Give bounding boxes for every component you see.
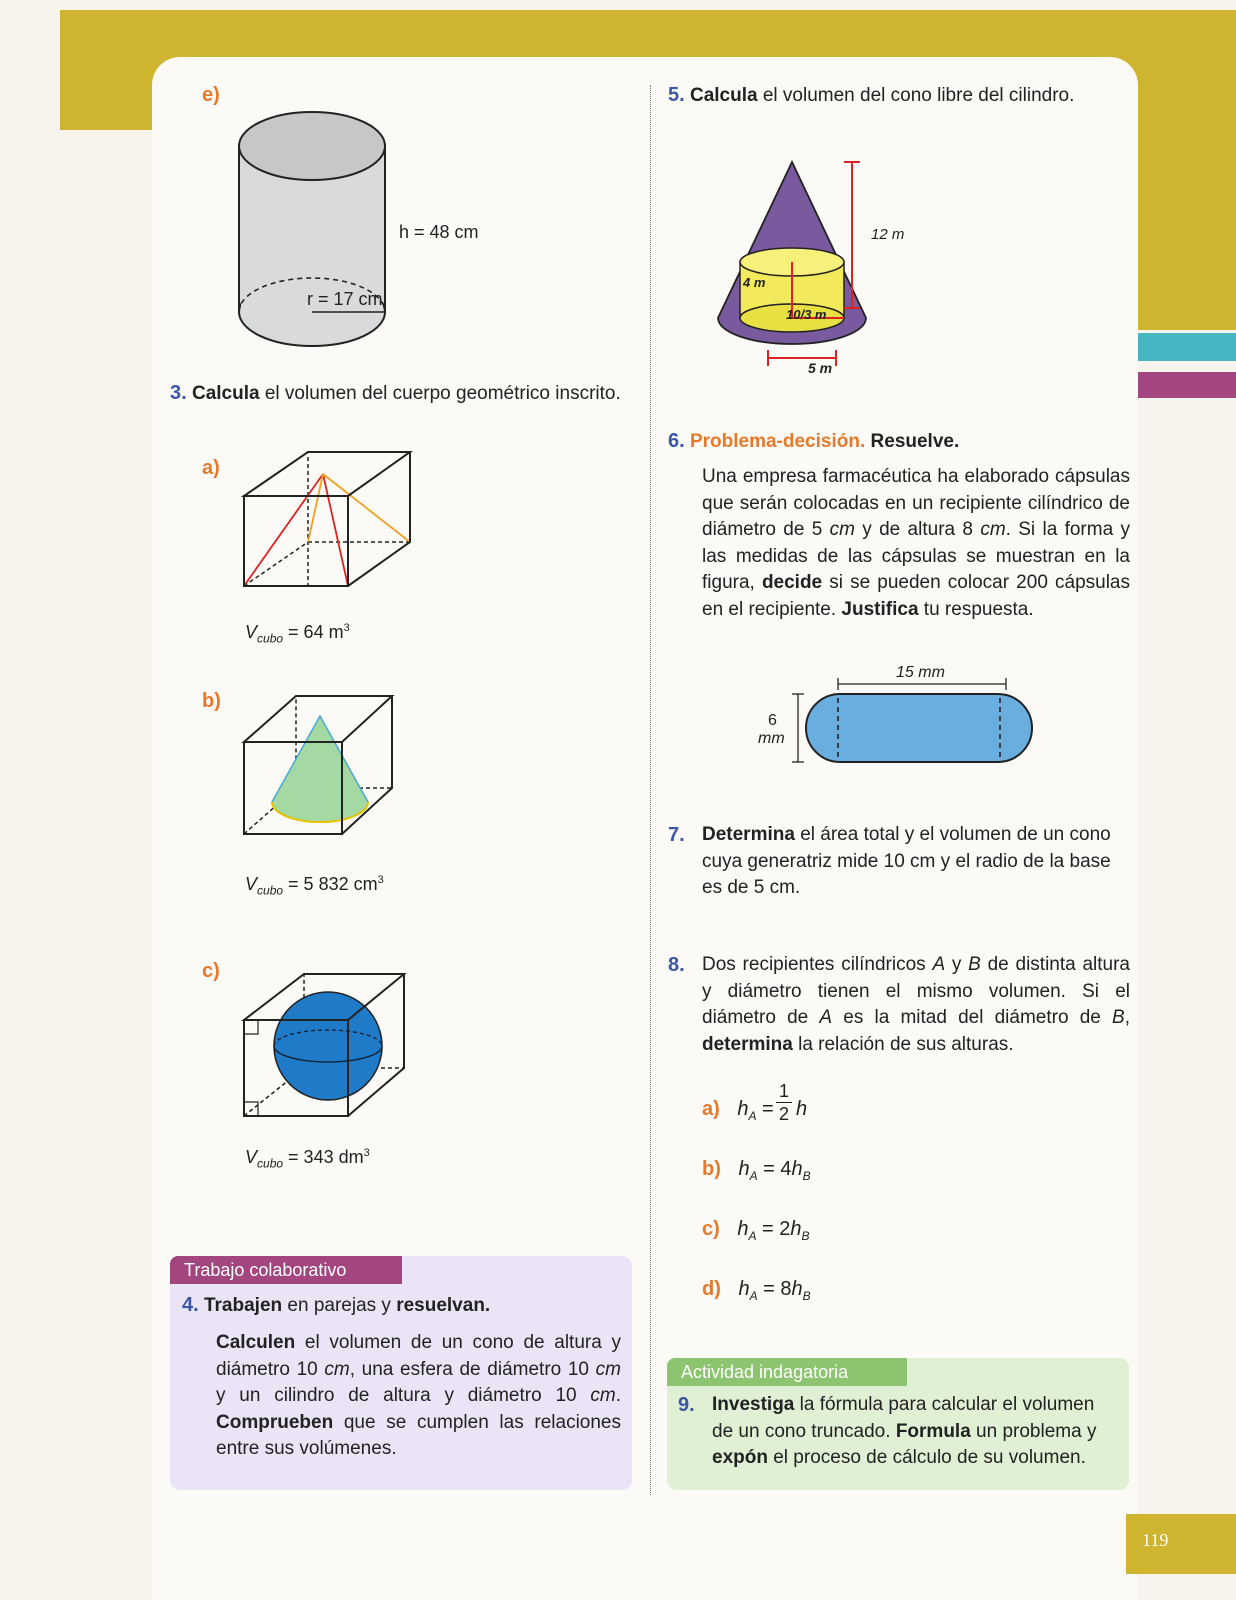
q8-verb: determina xyxy=(702,1033,793,1055)
option-c-rsub: B xyxy=(801,1229,810,1243)
q8-text: la relación de sus alturas. xyxy=(792,1033,1014,1055)
q8-text: y xyxy=(945,954,969,975)
q6-text: Una empresa farmacéutica ha elaborado cápsulas que serán colocadas en un recipiente cilíndrico de diámetro de 5 xyxy=(702,466,1130,540)
q8-text: Dos recipientes cilíndricos xyxy=(702,954,933,975)
question-7-verb: Determina xyxy=(702,824,795,845)
option-b-eq: = 4 xyxy=(757,1158,792,1180)
q8-var: A xyxy=(932,954,946,975)
q4-text: el volumen de un cono de altura y diámetro 10 xyxy=(216,1332,621,1380)
option-c-label: c) xyxy=(702,1218,720,1240)
capsule-length-label: 15 mm xyxy=(896,664,945,681)
cone-height-label: 12 m xyxy=(871,226,905,243)
item-e-label: e) xyxy=(202,84,220,106)
cube-cone-figure xyxy=(238,690,403,850)
question-8-body xyxy=(702,952,1130,1058)
volume-symbol: V xyxy=(245,622,258,642)
volume-subscript: cubo xyxy=(257,631,284,646)
option-d-rhs: h xyxy=(791,1278,803,1300)
q8-text: es la mitad del diámetro de xyxy=(832,1007,1113,1028)
option-a xyxy=(702,1098,774,1123)
question-4-text-1: en parejas y xyxy=(282,1295,397,1316)
volume-symbol: V xyxy=(245,1147,258,1167)
option-a-sub: A xyxy=(748,1109,757,1123)
question-3-number: 3. xyxy=(170,382,187,404)
option-d-eq: = 8 xyxy=(757,1278,792,1300)
magenta-side-tab xyxy=(1138,372,1236,398)
question-9-body xyxy=(712,1392,1120,1472)
option-d xyxy=(702,1278,811,1303)
volume-symbol: V xyxy=(245,874,258,894)
item-a-label: a) xyxy=(202,457,220,479)
q6-text: y de altura 8 xyxy=(854,519,981,540)
option-a-label: a) xyxy=(702,1098,720,1120)
question-4-verb-2: resuelvan. xyxy=(396,1295,491,1316)
cube-a-volume xyxy=(245,622,350,646)
q6-text: . Si la forma y las medidas de las cápsulas se muestran en la figura, xyxy=(702,519,1130,593)
q4-verb-calculen: Calculen xyxy=(216,1332,296,1353)
volume-value: = 64 m xyxy=(283,622,344,642)
question-5-number: 5. xyxy=(668,84,685,106)
question-5-text: el volumen del cono libre del cilindro. xyxy=(757,85,1075,106)
question-4-number: 4. xyxy=(182,1294,199,1316)
option-c-rhs: h xyxy=(790,1218,802,1240)
item-c-label: c) xyxy=(202,960,220,982)
q4-unit: cm xyxy=(324,1358,350,1380)
capsule-diameter-value: 6 xyxy=(768,712,777,729)
collaborative-tag: Trabajo colaborativo xyxy=(170,1256,402,1284)
option-b-rsub: B xyxy=(802,1169,811,1183)
capsule-diameter-unit: mm xyxy=(758,730,785,747)
option-a-lhs: h xyxy=(737,1098,749,1120)
cube-pyramid-figure xyxy=(238,446,418,606)
option-a-fraction xyxy=(776,1080,792,1125)
volume-exponent: 3 xyxy=(377,874,384,886)
option-d-label: d) xyxy=(702,1278,721,1300)
option-c-eq: = 2 xyxy=(756,1218,791,1240)
q4-unit: cm xyxy=(590,1385,616,1406)
question-6-verb: Resuelve. xyxy=(865,431,960,452)
question-4-body xyxy=(216,1330,621,1463)
q8-var: A xyxy=(819,1007,833,1028)
option-c xyxy=(702,1218,810,1243)
q8-text: de distinta altura y diámetro tienen el mismo volumen. Si el diámetro de xyxy=(702,954,1130,1028)
teal-side-tab xyxy=(1138,333,1236,361)
question-4-verb-1: Trabajen xyxy=(203,1295,283,1316)
volume-subscript: cubo xyxy=(257,883,284,898)
q9-verb-formula: Formula xyxy=(895,1420,971,1442)
volume-subscript: cubo xyxy=(257,1156,284,1171)
question-7-text: el área total y el volumen de un cono cuya generatriz mide 10 cm y el radio de la base es de 5 cm. xyxy=(702,824,1111,898)
option-c-sub: A xyxy=(748,1229,757,1243)
q6-verb-decide: decide xyxy=(761,572,823,593)
option-b-sub: A xyxy=(749,1169,758,1183)
q9-text: el proceso de cálculo de su volumen. xyxy=(767,1447,1086,1468)
question-5-verb: Calcula xyxy=(689,85,758,106)
inquiry-tag: Actividad indagatoria xyxy=(667,1358,907,1386)
volume-value: = 5 832 cm xyxy=(283,874,378,894)
item-b-label: b) xyxy=(202,690,221,712)
q8-var: B xyxy=(1112,1007,1125,1028)
question-9-number-wrap xyxy=(678,1392,695,1420)
option-d-rsub: B xyxy=(802,1289,811,1303)
option-d-lhs: h xyxy=(738,1278,750,1300)
q9-text: la fórmula para calcular el volumen de un cono truncado. xyxy=(712,1394,1095,1442)
question-7-number-wrap xyxy=(668,822,685,850)
question-7-body xyxy=(702,822,1130,902)
option-c-lhs: h xyxy=(737,1218,749,1240)
q9-text: un problema y xyxy=(970,1420,1097,1442)
q9-verb-investiga: Investiga xyxy=(712,1394,795,1415)
question-3-text: el volumen del cuerpo geométrico inscrito. xyxy=(259,383,621,404)
fraction-numerator: 1 xyxy=(778,1081,789,1101)
capsule-figure xyxy=(790,672,1045,772)
q9-verb-expon: expón xyxy=(712,1447,768,1468)
option-b-lhs: h xyxy=(738,1158,750,1180)
question-6-body xyxy=(702,464,1130,623)
cylinder-figure xyxy=(230,108,400,348)
cone-cylinder-figure xyxy=(710,158,890,378)
q6-unit: cm xyxy=(829,519,855,540)
volume-value: = 343 dm xyxy=(283,1147,364,1167)
q8-text: , xyxy=(1124,1007,1130,1028)
page-number: 119 xyxy=(1142,1530,1169,1550)
volume-exponent: 3 xyxy=(343,622,350,634)
cube-b-volume xyxy=(245,874,384,898)
cube-c-volume xyxy=(245,1147,370,1171)
cylinder-height-label: h = 48 cm xyxy=(399,222,479,242)
column-divider xyxy=(650,85,651,1495)
question-3 xyxy=(170,380,621,408)
q4-text: , una esfera de diámetro 10 xyxy=(349,1358,596,1380)
option-b-label: b) xyxy=(702,1158,721,1180)
question-3-verb: Calcula xyxy=(191,383,260,404)
fraction-denominator: 2 xyxy=(776,1102,792,1125)
option-a-eq: = xyxy=(756,1098,774,1120)
cylinder-radius-label-5: 10/3 m xyxy=(786,307,827,322)
question-6-tag: Problema-decisión. xyxy=(689,431,866,452)
question-4-heading xyxy=(182,1292,490,1320)
volume-exponent: 3 xyxy=(363,1147,370,1159)
q4-text: que se cumplen las relaciones entre sus volúmenes. xyxy=(216,1411,621,1459)
q6-verb-justifica: Justifica xyxy=(841,598,919,620)
q8-var: B xyxy=(968,954,981,975)
question-8-number-wrap xyxy=(668,952,685,980)
q6-unit: cm xyxy=(980,519,1006,540)
q6-text: tu respuesta. xyxy=(918,598,1034,620)
option-a-rhs: h xyxy=(796,1098,808,1120)
q4-text: y un cilindro de altura y diámetro 10 xyxy=(216,1385,591,1406)
question-7-number: 7. xyxy=(668,824,685,846)
option-d-sub: A xyxy=(749,1289,758,1303)
cube-sphere-figure xyxy=(238,968,413,1138)
question-5 xyxy=(668,82,1074,110)
q4-verb-comprueben: Comprueben xyxy=(216,1411,334,1433)
q6-text: si se pueden colocar 200 cápsulas en el recipiente. xyxy=(702,572,1130,620)
cone-radius-label: 5 m xyxy=(808,360,833,376)
q4-unit: cm xyxy=(595,1358,621,1380)
option-b xyxy=(702,1158,811,1183)
question-8-number: 8. xyxy=(668,954,685,976)
question-9-number: 9. xyxy=(678,1394,695,1416)
option-b-rhs: h xyxy=(791,1158,803,1180)
question-6-heading xyxy=(668,428,959,456)
question-6-number: 6. xyxy=(668,430,685,452)
q4-text: . xyxy=(615,1385,621,1406)
cylinder-height-label-5: 4 m xyxy=(743,275,766,290)
cylinder-radius-label: r = 17 cm xyxy=(307,289,383,309)
